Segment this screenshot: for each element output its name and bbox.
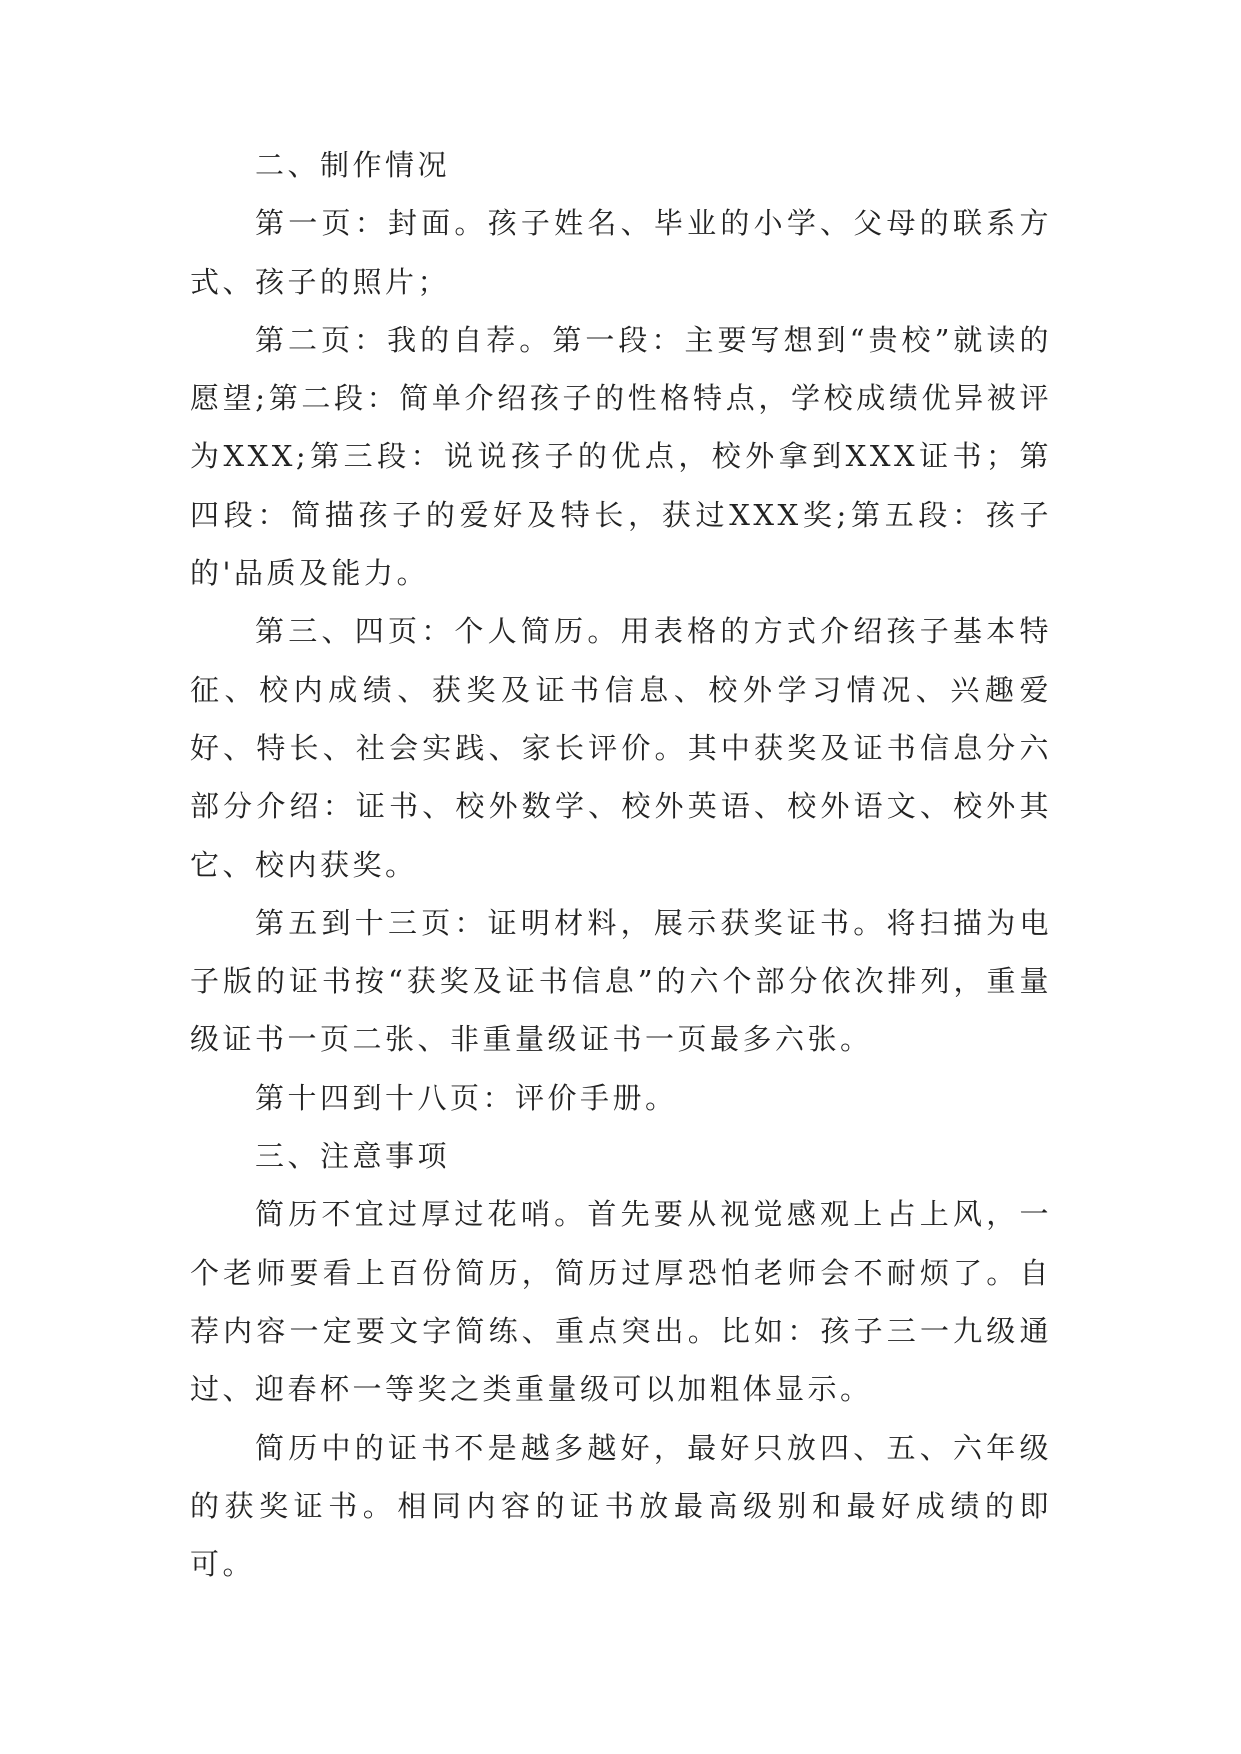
section-heading-notes: 三、注意事项 — [255, 1139, 451, 1174]
paragraph-page-two: 第二页：我的自荐。第一段：主要写想到“贵校”就读的愿望;第二段：简单介绍孩子的性格特点，学校成绩优异被评为XXX;第三段：说说孩子的优点，校外拿到XXX证书；第四段：简描孩子的爱好及特长，获过XXX奖;第五段：孩子的'品质及能力。 — [190, 322, 1052, 591]
paragraph-pages-five-thirteen: 第五到十三页：证明材料，展示获奖证书。将扫描为电子版的证书按“获奖及证书信息”的六个部分依次排列，重量级证书一页二张、非重量级证书一页最多六张。 — [190, 905, 1052, 1057]
paragraph-note-certificates: 简历中的证书不是越多越好，最好只放四、五、六年级的获奖证书。相同内容的证书放最高级别和最好成绩的即可。 — [190, 1430, 1052, 1582]
paragraph-pages-three-four: 第三、四页：个人简历。用表格的方式介绍孩子基本特征、校内成绩、获奖及证书信息、校外学习情况、兴趣爱好、特长、社会实践、家长评价。其中获奖及证书信息分六部分介绍：证书、校外数学、校外英语、校外语文、校外其它、校内获奖。 — [190, 614, 1052, 882]
paragraph-pages-fourteen-eighteen: 第十四到十八页：评价手册。 — [255, 1080, 678, 1115]
document-page — [190, 136, 1052, 1593]
section-heading-production: 二、制作情况 — [255, 148, 451, 182]
paragraph-page-one: 第一页：封面。孩子姓名、毕业的小学、父母的联系方式、孩子的照片； — [190, 206, 1052, 299]
paragraph-note-length: 简历不宜过厚过花哨。首先要从视觉感观上占上风，一个老师要看上百份简历，简历过厚恐怕老师会不耐烦了。自荐内容一定要文字简练、重点突出。比如：孩子三一九级通过、迎春杯一等奖之类重量级可以加粗体显示。 — [190, 1197, 1052, 1407]
